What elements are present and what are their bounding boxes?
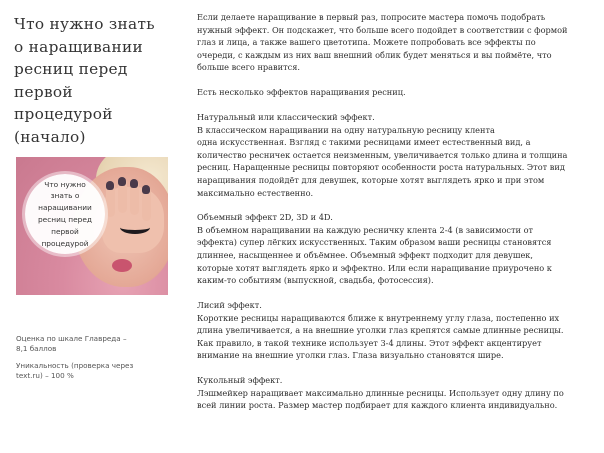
text-line: максимально естественно.: [197, 187, 314, 198]
text-line: очереди, с каждым из них ваш внешний облик будет меняться и вы поймёте, что: [197, 49, 552, 60]
left-column: [0, 0, 180, 453]
badge-line: процедурой: [41, 238, 89, 248]
text-line: глаз и лица, а также вашего цветотипа. Можете попробовать все эффекты по: [197, 37, 536, 48]
title-line: ресниц перед: [14, 60, 128, 78]
nail-shape: [106, 181, 114, 190]
title-line: первой: [14, 82, 73, 101]
text-line: Если делаете наращивание в первый раз, попросите мастера помочь подобрать: [197, 12, 546, 22]
paragraph-classic-effect: [197, 111, 595, 199]
text-line: Натуральный или классический эффект.: [197, 111, 375, 122]
title-line: (начало): [14, 127, 86, 146]
title-line: о наращивании: [14, 37, 143, 56]
text-line: внимание на внешние уголки глаз. Глаза визуально становятся шире.: [197, 350, 504, 361]
badge-line: наращивании: [38, 203, 92, 213]
text-line: В классическом наращивании на одну натуральную ресницу клента: [197, 124, 495, 135]
badge-line: первой: [51, 226, 79, 236]
nail-shape: [118, 177, 126, 186]
text-line: Есть несколько эффектов наращивания ресниц.: [197, 87, 406, 98]
text-line: Как правило, в такой технике использует 3-4 длины. Этот эффект акцентирует: [197, 337, 542, 348]
article-body: [197, 11, 595, 424]
title-line: Что нужно знать: [14, 15, 155, 33]
image-caption-badge: [25, 174, 105, 254]
text-line: всей линии роста. Размер мастер подбирает для каждого клиента индивидуально.: [197, 400, 558, 411]
text-line: Короткие ресницы наращиваются ближе к внутреннему углу глаза, постепенно их: [197, 312, 560, 323]
paragraph-fox-effect: [197, 299, 595, 362]
paragraph-effects-intro: [197, 86, 595, 99]
eyelash-shape: [120, 221, 150, 234]
uniqueness-line: text.ru) – 100 %: [16, 371, 74, 380]
paragraph-doll-effect: [197, 374, 595, 412]
text-line: Лэшмейкер наращивает максимально длинные ресницы. Использует одну длину по: [197, 387, 564, 398]
text-line: В объемном наращивании на каждую ресничку клента 2-4 (в зависимости от: [197, 224, 534, 235]
text-line: эффекта) супер лёгких искусственных. Таким образом ваши ресницы становятся: [197, 237, 552, 248]
cover-image: [16, 157, 168, 295]
nail-shape: [130, 179, 138, 188]
text-line: каким-то событиям (выпускной, свадьба, фотосессия).: [197, 275, 434, 286]
text-line: наращивания подойдёт для девушек, которые хотят выглядеть ярко и при этом: [197, 174, 545, 185]
lips-shape: [112, 259, 132, 272]
uniqueness-note: [16, 361, 176, 381]
text-line: которые хотят выглядеть ярко и эффектно. Или если наращивание приурочено к: [197, 262, 552, 273]
badge-line: ресниц перед: [37, 215, 93, 224]
text-line: Лисий эффект.: [197, 300, 262, 311]
badge-line: Что нужно: [44, 179, 86, 189]
nail-shape: [142, 185, 150, 194]
rating-line: 8,1 баллов: [16, 344, 57, 353]
text-line: больше всего нравится.: [197, 62, 300, 73]
paragraph-intro: [197, 11, 595, 74]
text-line: Кукольный эффект.: [197, 375, 283, 386]
text-line: длина увеличивается, а на внешние уголки глаз крепятся самые длинные ресницы.: [197, 325, 564, 336]
uniqueness-line: Уникальность (проверка через: [16, 361, 134, 370]
text-line: нужный эффект. Он подскажет, что больше всего подойдет в соответствии с формой: [197, 24, 568, 35]
title-line: процедурой: [14, 105, 113, 123]
text-line: Объемный эффект 2D, 3D и 4D.: [197, 212, 333, 223]
article-title: [14, 13, 179, 148]
text-line: длиннее, насыщеннее и объёмнее. Объемный эффект подходит для девушек,: [197, 250, 534, 261]
text-line: количество ресничек остается неизменным, увеличивается только длина и толщина: [197, 149, 568, 160]
text-line: одна искусственная. Взгляд с такими ресницами имеет естественный вид, а: [197, 137, 531, 148]
badge-line: знать о: [50, 191, 80, 201]
rating-note: [16, 334, 176, 354]
paragraph-volume-effect: [197, 211, 595, 287]
text-line: ресниц. Наращенные ресницы повторяют особенности роста натуральных. Этот вид: [197, 162, 565, 173]
rating-line: Оценка по шкале Главреда –: [16, 334, 127, 343]
